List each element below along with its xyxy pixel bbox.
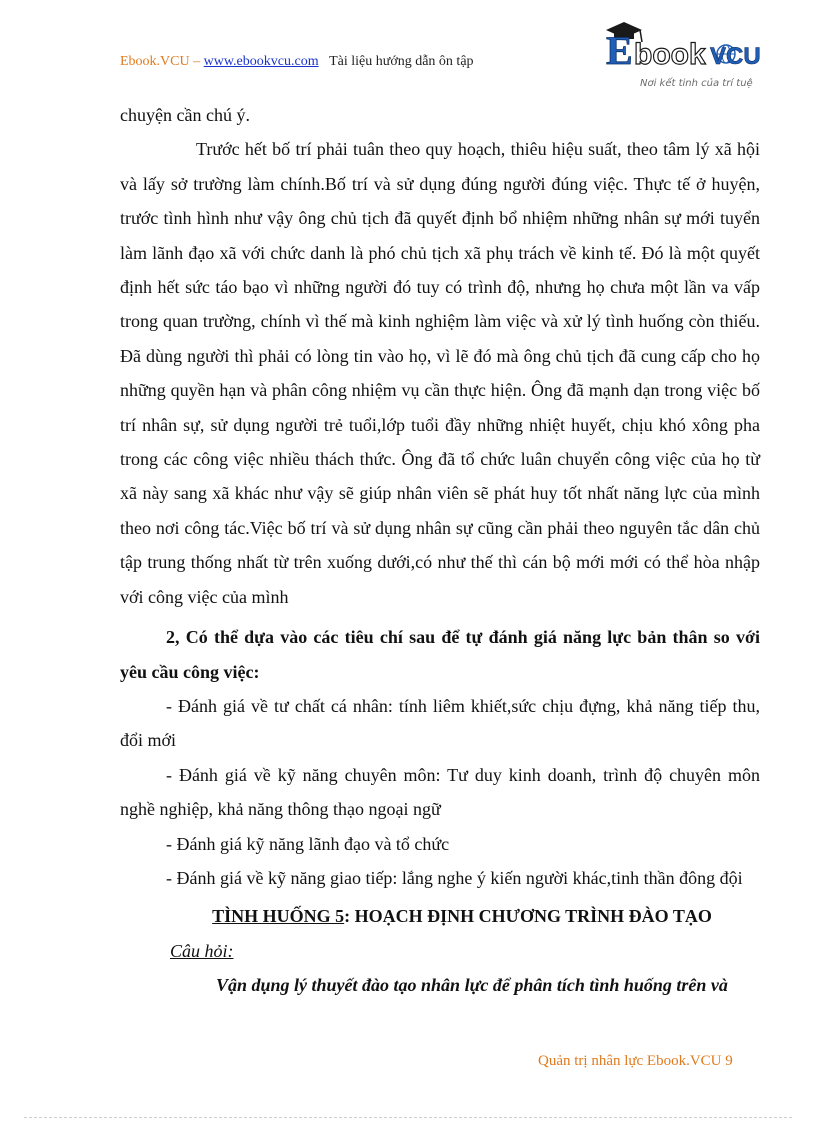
logo-word-vcu: VCU (710, 43, 761, 70)
bullet-item: - Đánh giá về kỹ năng chuyên môn: Tư duy kinh doanh, trình độ chuyên môn nghề nghiệp, khả năng thông thạo ngoại ngữ (120, 764, 760, 820)
paragraph-continuation: chuyện cần chú ý. (120, 105, 250, 125)
case-5-heading (120, 899, 760, 933)
paragraph-main: Trước hết bố trí phải tuân theo quy hoạch, thiêu hiệu suất, theo tâm lý xã hội và lấy sở trường làm chính.Bố trí và sử dụng đúng người đúng việc. Thực tế ở huyện, trước tình hình như vậy ông chủ tịch đã quyết định bổ nhiệm những nhân sự mới tuyển làm lãnh đạo xã với chức danh là phó chủ tịch xã phụ trách về kinh tế. Đó là một quyết định hết sức táo bạo vì những người đó tuy có trình độ, nhưng họ chưa một lần va vấp trong quan trường, chính vì thế mà kinh nghiệm làm việc và xử lý tình huống còn thiếu. Đã dùng người thì phải có lòng tin vào họ, vì lẽ đó mà ông chủ tịch đã cung cấp cho họ những quyền hạn và phân công nhiệm vụ cần thực hiện. Ông đã mạnh dạn trong việc bố trí nhân sự, sử dụng người trẻ tuổi,lớp tuổi đầy những nhiệt huyết, chịu khó xông pha trong các công việc nhiều thách thức. Ông đã tổ chức luân chuyển công việc của họ từ xã này sang xã khác như vậy sẽ giúp nhân viên sẽ phát huy tốt nhất năng lực của mình theo nơi công tác.Việc bố trí và sử dụng nhân sự cũng cần phải theo nguyên tắc dân chủ tập trung thống nhất từ trên xuống dưới,có như thế thì cán bộ mới mới có thể hòa nhập với công việc của mình (120, 139, 760, 607)
bullet-item: - Đánh giá về tư chất cá nhân: tính liêm khiết,sức chịu đựng, khả năng tiếp thu, đổi mới (120, 695, 760, 751)
bottom-divider (24, 1117, 792, 1118)
header-subtitle: Tài liệu hướng dẫn ôn tập (329, 54, 474, 69)
bullet-item: - Đánh giá về kỹ năng giao tiếp: lắng nghe ý kiến người khác,tinh thần đông đội (166, 867, 743, 888)
header-brand: Ebook.VCU (120, 54, 190, 69)
logo-graphic (600, 18, 776, 96)
question-label: Câu hỏi: (170, 940, 234, 961)
logo-letter-e: E (606, 28, 633, 73)
ebookvcu-logo (600, 18, 776, 96)
header-url-link[interactable]: www.ebookvcu.com (203, 54, 319, 69)
question-text: Vận dụng lý thuyết đào tạo nhân lực để phân tích tình huống trên và (216, 975, 728, 996)
page-footer: Quản trị nhân lực Ebook.VCU 9 (538, 1053, 733, 1069)
section-2-heading: 2, Có thể dựa vào các tiêu chí sau để tự đánh giá năng lực bản thân so với yêu cầu công việc: (120, 627, 760, 682)
page-header (120, 54, 580, 70)
bullet-item: - Đánh giá kỹ năng lãnh đạo và tổ chức (166, 833, 450, 854)
logo-tagline: Nơi kết tinh của trí tuệ (640, 78, 753, 89)
case-5-title: : HOẠCH ĐỊNH CHƯƠNG TRÌNH ĐÀO TẠO (344, 906, 712, 927)
header-separator: – (189, 54, 204, 69)
document-body (120, 98, 760, 1003)
case-5-label: TÌNH HUỐNG 5 (212, 906, 345, 927)
logo-word-book: book (634, 38, 706, 71)
